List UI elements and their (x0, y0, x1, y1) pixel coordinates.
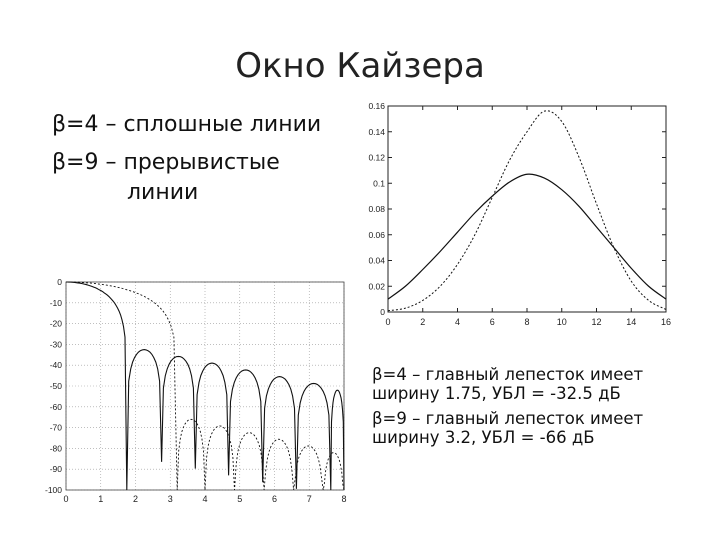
spectrum-y-tick-label: -90 (49, 464, 62, 475)
time-y-tick-label: 0.14 (368, 126, 385, 137)
time-x-tick-label: 12 (591, 317, 602, 327)
time-series-dashed (388, 111, 666, 311)
spectrum-y-tick-label: -30 (49, 339, 62, 350)
spectrum-x-tick-label: 2 (132, 494, 139, 504)
time-x-tick-label: 10 (556, 317, 567, 327)
slide-title: Окно Кайзера (235, 46, 485, 86)
description-line-3: β=9 – главный лепесток имеет (372, 409, 644, 428)
time-y-tick-label: 0.04 (368, 255, 385, 266)
spectrum-x-tick-label: 5 (237, 494, 243, 504)
spectrum-x-tick-label: 0 (63, 494, 69, 504)
spectrum-y-tick-label: -10 (49, 297, 62, 308)
legend-dashed-line: β=9 – прерывистые (52, 150, 280, 175)
spectrum-y-tick-label: -80 (49, 443, 62, 454)
legend-solid-line: β=4 – сплошные линии (52, 112, 322, 137)
time-x-tick-label: 0 (385, 317, 391, 327)
time-x-tick-label: 16 (660, 317, 672, 327)
time-y-tick-label: 0.12 (368, 152, 385, 163)
spectrum-y-tick-label: -100 (44, 485, 62, 495)
time-x-tick-label: 8 (524, 317, 530, 327)
spectrum-x-tick-label: 3 (167, 494, 173, 504)
window-time-chart (348, 96, 678, 338)
time-x-tick-label: 4 (454, 317, 461, 327)
time-x-tick-label: 2 (420, 317, 426, 327)
description-line-4: ширину 3.2, УБЛ = -66 дБ (372, 428, 595, 447)
time-y-tick-label: 0.06 (368, 229, 385, 240)
spectrum-x-tick-label: 6 (271, 494, 278, 504)
spectrum-y-tick-label: -70 (49, 422, 62, 433)
spectrum-y-tick-label: -40 (49, 360, 62, 371)
time-x-tick-label: 14 (626, 317, 637, 327)
description-line-1: β=4 – главный лепесток имеет (372, 365, 644, 384)
spectrum-y-tick-label: -20 (49, 318, 62, 329)
spectrum-y-tick-label: -60 (49, 401, 62, 412)
window-spectrum-chart (34, 272, 354, 512)
spectrum-x-tick-label: 1 (98, 494, 104, 504)
description-line-2: ширину 1.75, УБЛ = -32.5 дБ (372, 384, 621, 403)
time-x-tick-label: 6 (489, 317, 495, 327)
spectrum-y-tick-label: -50 (49, 381, 62, 391)
spectrum-x-tick-label: 7 (306, 494, 312, 504)
time-y-tick-label: 0.16 (368, 101, 385, 111)
time-y-tick-label: 0 (380, 307, 385, 317)
spectrum-x-tick-label: 4 (202, 494, 208, 504)
time-y-tick-label: 0.02 (368, 281, 385, 292)
time-y-tick-label: 0.1 (373, 178, 385, 189)
time-y-tick-label: 0.08 (368, 204, 385, 214)
legend-dashed-line-cont: линии (127, 180, 199, 205)
time-series-solid (388, 174, 666, 299)
time-plot-frame (388, 106, 666, 312)
spectrum-x-tick-label: 8 (341, 494, 347, 504)
spectrum-y-tick-label: 0 (57, 277, 62, 287)
